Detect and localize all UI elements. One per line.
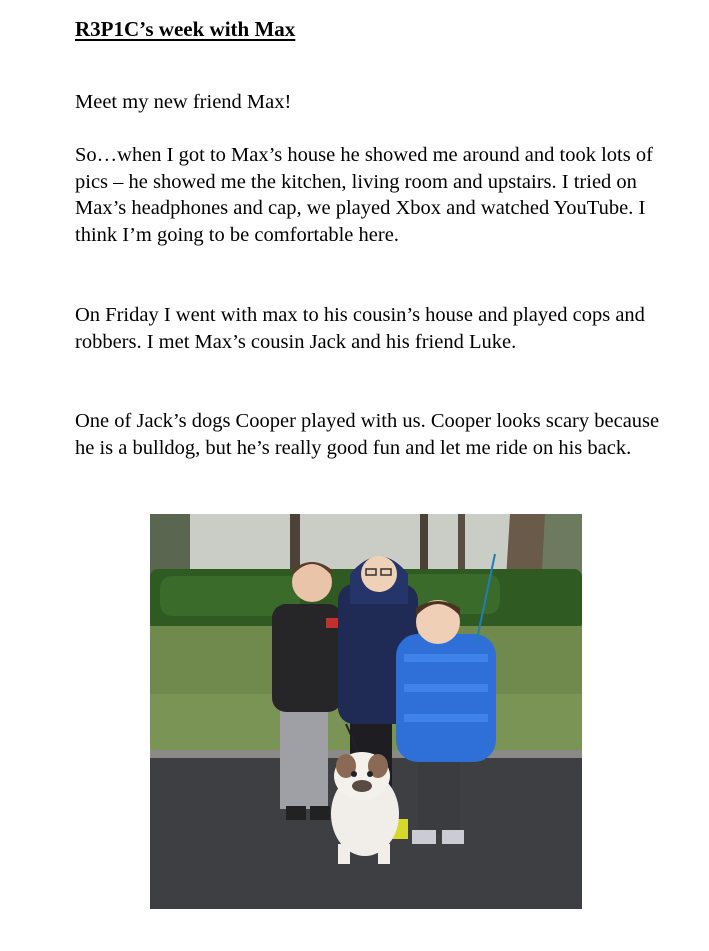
document-title: R3P1C’s week with Max: [75, 17, 296, 41]
paragraph-intro: Meet my new friend Max!: [75, 91, 292, 113]
photo-illustration: [150, 514, 582, 909]
photo-boys-with-bulldog: [150, 514, 582, 909]
paragraph-house-visit: So…when I got to Max’s house he showed me around and took lots of pics – he showed me the kitchen, living room and upstairs. I tried on Max’s headphones and cap, we played Xbox and watched YouTube. I think I’m going to be comfortable here.: [75, 144, 653, 246]
paragraph-cooper: One of Jack’s dogs Cooper played with us. Cooper looks scary because he is a bulldog, but he’s really good fun and let me ride on his back.: [75, 410, 660, 459]
paragraph-friday: On Friday I went with max to his cousin’s house and played cops and robbers. I met Max’s cousin Jack and his friend Luke.: [75, 304, 645, 353]
